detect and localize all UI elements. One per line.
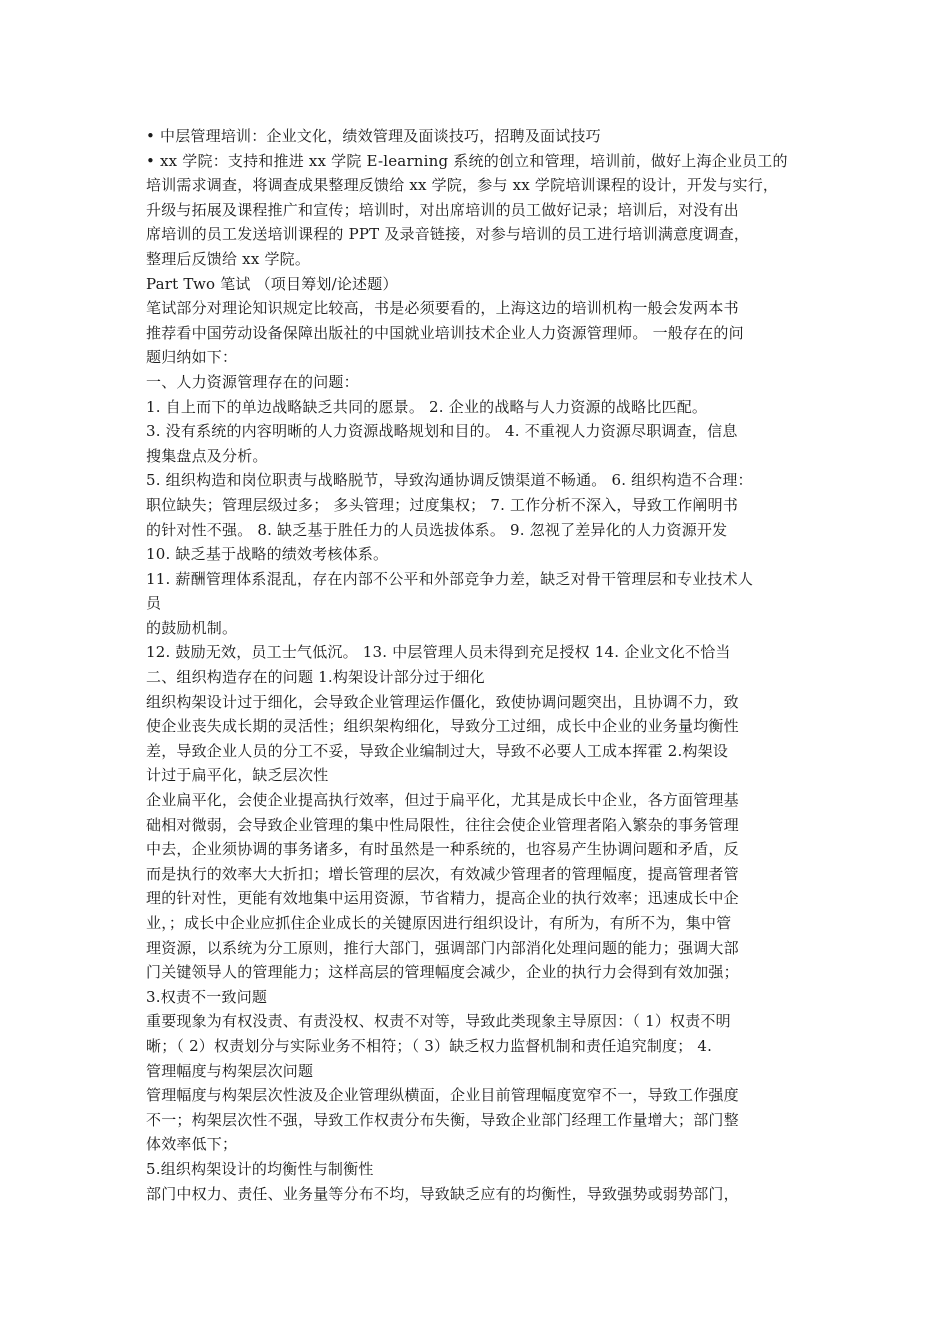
text-line: 的针对性不强。 8. 缺乏基于胜任力的人员选拔体系。 9. 忽视了差异化的人力资源开发: [146, 520, 728, 539]
text-line: 3. 没有系统的内容明晰的人力资源战略规划和目的。 4. 不重视人力资源尽职调查，信息: [146, 422, 738, 441]
text-line: 11. 薪酬管理体系混乱，存在内部不公平和外部竞争力差，缺乏对骨干管理层和专业技术人: [146, 569, 754, 588]
text-line: 不一；构架层次性不强，导致工作权责分布失衡，导致企业部门经理工作量增大；部门整: [146, 1110, 739, 1129]
section-heading: Part Two 笔试 （项目筹划/论述题）: [146, 274, 398, 293]
text-line: 5. 组织构造和岗位职责与战略脱节，导致沟通协调反馈渠道不畅通。 6. 组织构造不合理：: [146, 471, 753, 490]
text-line: 组织构架设计过于细化，会导致企业管理运作僵化，致使协调问题突出，且协调不力，致: [146, 692, 739, 711]
section-heading: 3.权责不一致问题: [146, 987, 268, 1006]
text-line: 1. 自上而下的单边战略缺乏共同的愿景。 2. 企业的战略与人力资源的战略比匹配。: [146, 397, 708, 416]
document-body: [146, 124, 810, 1206]
text-line: 部门中权力、责任、业务量等分布不均，导致缺乏应有的均衡性，导致强势或弱势部门，: [146, 1184, 739, 1203]
section-heading: 管理幅度与构架层次问题: [146, 1061, 314, 1080]
text-line: 中去，企业须协调的事务诸多，有时虽然是一种系统的，也容易产生协调问题和矛盾，反: [146, 840, 739, 859]
text-line: 12. 鼓励无效，员工士气低沉。 13. 中层管理人员未得到充足授权 14. 企业文化不恰当: [146, 643, 731, 662]
text-line: 体效率低下；: [146, 1135, 238, 1154]
text-line: 理的针对性，更能有效地集中运用资源，节省精力，提高企业的执行效率；迅速成长中企: [146, 889, 739, 908]
text-line: 础相对微弱，会导致企业管理的集中性局限性，往往会使企业管理者陷入繁杂的事务管理: [146, 815, 739, 834]
text-line: 理资源，以系统为分工原则，推行大部门，强调部门内部消化处理问题的能力；强调大部: [146, 938, 739, 957]
text-line: 员: [146, 594, 162, 613]
text-line: 搜集盘点及分析。: [146, 446, 268, 465]
text-line: 企业扁平化，会使企业提高执行效率，但过于扁平化，尤其是成长中企业，各方面管理基: [146, 791, 739, 810]
text-line: 而是执行的效率大大折扣；增长管理的层次，有效减少管理者的管理幅度，提高管理者管: [146, 864, 739, 883]
text-line: 门关键领导人的管理能力；这样高层的管理幅度会减少，企业的执行力会得到有效加强；: [146, 963, 739, 982]
text-line: 业，；成长中企业应抓住企业成长的关键原因进行组织设计，有所为，有所不为，集中管: [146, 914, 732, 932]
text-line: 管理幅度与构架层次性波及企业管理纵横面，企业目前管理幅度宽窄不一，导致工作强度: [146, 1086, 739, 1105]
text-line: 10. 缺乏基于战略的绩效考核体系。: [146, 545, 389, 564]
text-line: 职位缺失；管理层级过多； 多头管理；过度集权； 7. 工作分析不深入，导致工作阐明书: [146, 495, 739, 514]
text-line: 升级与拓展及课程推广和宣传；培训时，对出席培训的员工做好记录；培训后，对没有出: [146, 200, 739, 219]
text-line: 重要现象为有权没责、有责没权、权责不对等，导致此类现象主导原因：（ 1）权责不明: [146, 1012, 731, 1031]
text-line: 整理后反馈给 xx 学院。: [146, 249, 311, 268]
text-line: 的鼓励机制。: [146, 618, 238, 637]
text-line: 席培训的员工发送培训课程的 PPT 及录音链接，对参与培训的员工进行培训满意度调查，: [146, 225, 750, 244]
text-line: • 中层管理培训：企业文化，绩效管理及面谈技巧，招聘及面试技巧: [146, 127, 601, 145]
text-line: 笔试部分对理论知识规定比较高，书是必须要看的，上海这边的培训机构一般会发两本书: [146, 299, 739, 318]
text-line: 差，导致企业人员的分工不妥，导致企业编制过大，导致不必要人工成本挥霍 2.构架设: [146, 741, 729, 760]
text-line: 培训需求调查，将调查成果整理反馈给 xx 学院，参与 xx 学院培训课程的设计，开发与实行，: [146, 176, 779, 195]
text-line: 使企业丧失成长期的灵活性；组织架构细化，导致分工过细，成长中企业的业务量均衡性: [146, 717, 739, 736]
text-line: 题归纳如下：: [146, 348, 238, 367]
section-heading: 一、人力资源管理存在的问题：: [146, 372, 359, 391]
text-line: • xx 学院：支持和推进 xx 学院 E-learning 系统的创立和管理，培训前，做好上海企业员工的: [146, 151, 788, 170]
text-line: 计过于扁平化，缺乏层次性: [146, 766, 329, 785]
section-heading: 二、组织构造存在的问题 1.构架设计部分过于细化: [146, 668, 485, 687]
section-heading: 5.组织构架设计的均衡性与制衡性: [146, 1159, 374, 1178]
text-line: 晰；（ 2）权责划分与实际业务不相符；（ 3）缺乏权力监督机制和责任追究制度； 4.: [146, 1036, 713, 1055]
text-line: 推荐看中国劳动设备保障出版社的中国就业培训技术企业人力资源管理师。 一般存在的问: [146, 323, 744, 342]
